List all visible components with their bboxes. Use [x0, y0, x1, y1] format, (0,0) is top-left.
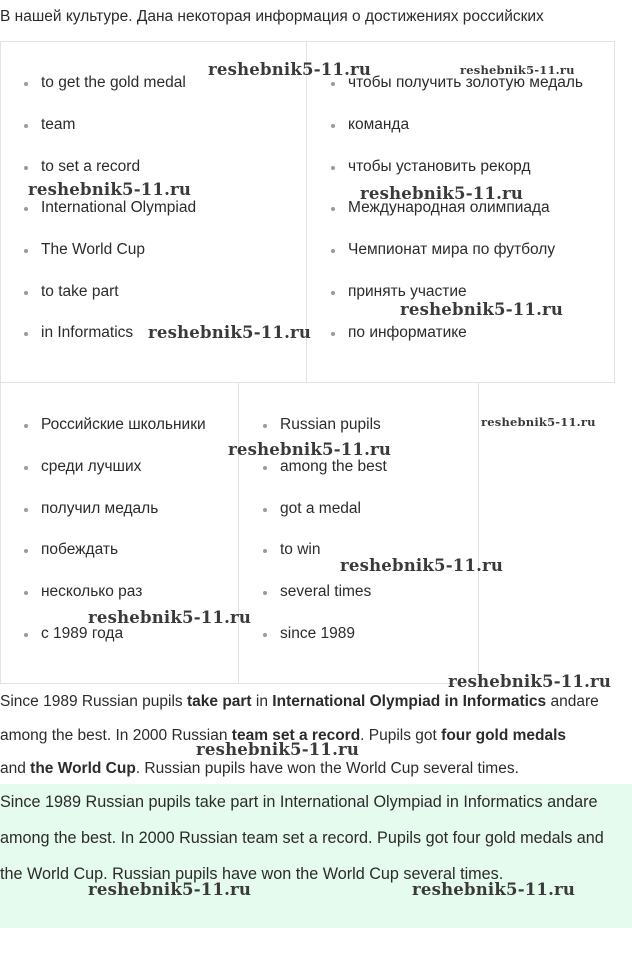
list-item: The World Cup — [41, 241, 145, 258]
list-item: to get the gold medal — [41, 74, 186, 91]
watermark: reshebnik5-11.ru — [88, 608, 252, 627]
answer-text: Since 1989 Russian pupils take part in International Olympiad in Informatics andare among the best. In 2000 Russian team set a record. Pupils got four gold medals and the World Cup. Russian pupils have won the World Cup several times. — [0, 793, 604, 883]
list-item: team — [41, 116, 76, 133]
text: among the best. In 2000 Russian — [0, 726, 232, 744]
text: . Pupils got — [360, 726, 442, 744]
bold-phrase: International Olympiad in Informatics — [272, 693, 547, 710]
watermark: reshebnik5-11.ru — [448, 672, 612, 691]
watermark: reshebnik5-11.ru — [28, 180, 192, 199]
text: andare — [546, 693, 599, 710]
list-item: since 1989 — [280, 625, 355, 642]
text: in — [251, 693, 273, 710]
watermark: reshebnik5-11.ru — [481, 415, 596, 429]
watermark: reshebnik5-11.ru — [228, 440, 392, 459]
list-item: Российские школьники — [41, 416, 206, 433]
watermark: reshebnik5-11.ru — [460, 63, 575, 77]
list-item: команда — [348, 116, 410, 133]
watermark: reshebnik5-11.ru — [360, 184, 524, 203]
watermark: reshebnik5-11.ru — [148, 323, 312, 342]
watermark: reshebnik5-11.ru — [400, 300, 564, 319]
list-item: по информатике — [348, 324, 467, 341]
list-item: Russian pupils — [280, 416, 381, 433]
list-item: несколько раз — [41, 583, 143, 600]
list-item: чтобы получить золотую медаль — [348, 74, 584, 91]
list-item: to win — [280, 541, 321, 558]
list-item: to take part — [41, 283, 119, 300]
watermark: reshebnik5-11.ru — [196, 740, 360, 759]
filled-paragraph — [0, 685, 632, 786]
list-item: several times — [280, 583, 372, 600]
watermark: reshebnik5-11.ru — [208, 60, 372, 79]
list-item: получил медаль — [41, 500, 159, 517]
bold-phrase: four gold medals — [441, 726, 567, 744]
watermark: reshebnik5-11.ru — [340, 556, 504, 575]
text: . Russian pupils have won the World Cup several times. — [135, 760, 519, 777]
list-item: принять участие — [348, 283, 467, 300]
list-item: с 1989 года — [41, 625, 124, 642]
watermark: reshebnik5-11.ru — [412, 880, 576, 899]
list-item: побеждать — [41, 541, 119, 558]
list-item: in Informatics — [41, 324, 134, 341]
vocab-table-2-divider — [238, 382, 239, 684]
list-item: Международная олимпиада — [348, 199, 550, 216]
intro-text: В нашей культуре. Дана некоторая информация о достижениях российских — [0, 8, 544, 25]
text: Since 1989 Russian pupils — [0, 693, 187, 710]
list-item: got a medal — [280, 500, 361, 517]
list-item: Чемпионат мира по футболу — [348, 241, 556, 258]
bold-phrase: take part — [186, 693, 252, 710]
text: and — [0, 760, 31, 777]
list-item: among the best — [280, 458, 387, 475]
watermark: reshebnik5-11.ru — [88, 880, 252, 899]
list-item: чтобы установить рекорд — [348, 158, 531, 175]
bold-phrase: the World Cup — [30, 760, 136, 777]
list-item: International Olympiad — [41, 199, 197, 216]
bold-phrase: team set a record — [231, 726, 361, 744]
list-item: to set a record — [41, 158, 141, 175]
list-item: среди лучших — [41, 458, 142, 475]
